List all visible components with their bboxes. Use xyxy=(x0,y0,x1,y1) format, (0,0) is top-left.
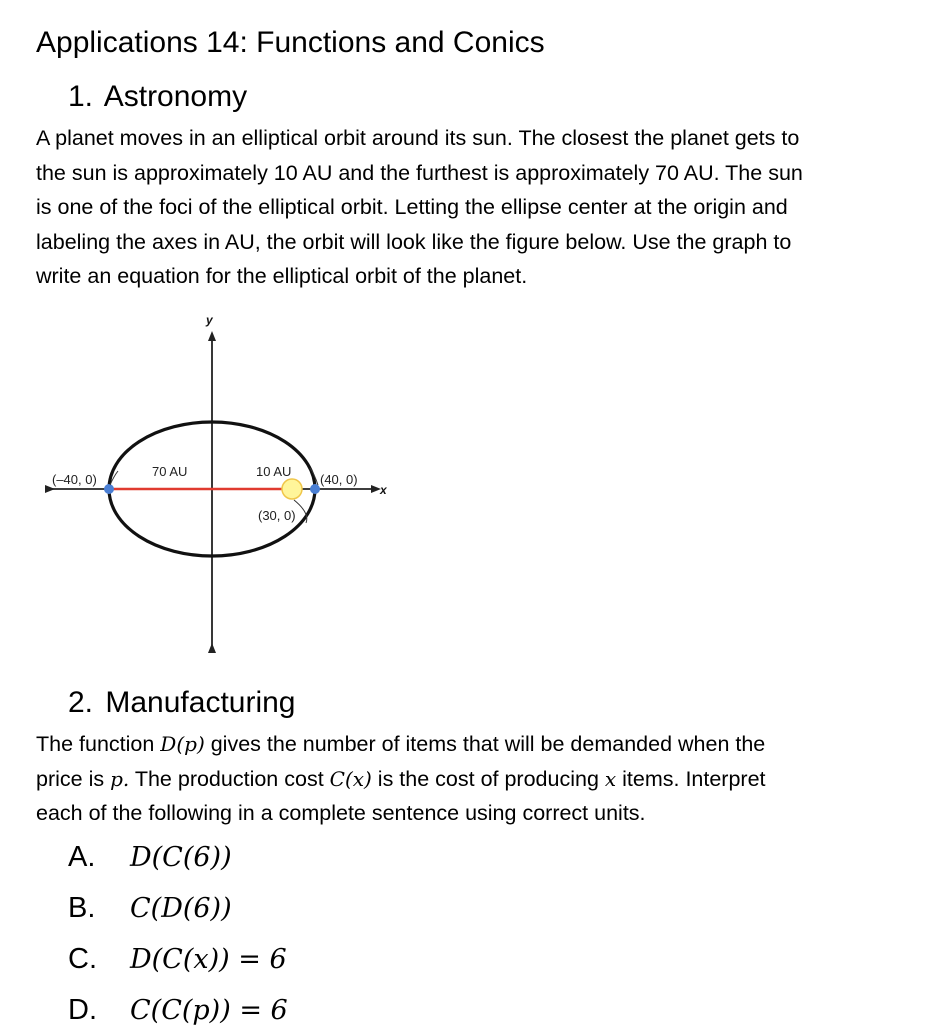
math-expression: D(p) xyxy=(160,732,205,756)
text-line xyxy=(36,727,922,762)
left-vertex-label: (–40, 0) xyxy=(52,472,97,487)
focus-label: (30, 0) xyxy=(258,508,296,523)
far-distance-label: 70 AU xyxy=(152,464,188,479)
manufacturing-problem-text xyxy=(36,727,922,831)
option-expression: D(C(6)) xyxy=(130,842,232,873)
y-axis-label: y xyxy=(206,313,213,327)
section-number: 1. xyxy=(68,80,94,113)
text-line: each of the following in a complete sentence using correct units. xyxy=(36,801,646,825)
text-run: price is xyxy=(36,766,111,791)
orbit-diagram xyxy=(40,308,420,658)
option-expression: D(C(x)) = 6 xyxy=(130,944,287,975)
text-line: labeling the axes in AU, the orbit will look like the figure below. Use the graph to xyxy=(36,229,792,254)
text-run: The function xyxy=(36,732,161,756)
text-run: is the cost of producing xyxy=(371,766,605,791)
left-vertex-point xyxy=(104,484,114,494)
text-line: A planet moves in an elliptical orbit around its sun. The closest the planet gets to xyxy=(36,126,800,150)
section-number: 2. xyxy=(68,686,94,719)
page-title: Applications 14: Functions and Conics xyxy=(36,26,545,59)
text-line: the sun is approximately 10 AU and the furthest is approximately 70 AU. The sun xyxy=(36,160,803,185)
math-expression: x xyxy=(604,766,617,791)
math-expression: p. xyxy=(110,766,130,791)
option-letter: C. xyxy=(68,943,97,975)
option-a xyxy=(68,832,288,883)
option-c xyxy=(68,934,288,985)
option-letter: D. xyxy=(68,994,97,1026)
option-d xyxy=(68,985,288,1036)
right-vertex-point xyxy=(310,484,320,494)
text-line: write an equation for the elliptical orbit of the planet. xyxy=(36,264,528,288)
x-axis-label: x xyxy=(380,483,387,497)
option-expression: C(D(6)) xyxy=(130,893,232,924)
section-heading-manufacturing xyxy=(68,686,295,720)
section-heading-astronomy xyxy=(68,80,247,114)
text-run: The production cost xyxy=(129,766,330,791)
orbit-figure xyxy=(40,308,420,658)
text-line: is one of the foci of the elliptical orbit. Letting the ellipse center at the origin and xyxy=(36,195,788,219)
text-run: items. Interpret xyxy=(616,766,766,791)
option-letter: B. xyxy=(68,892,96,924)
text-line xyxy=(36,762,922,797)
option-letter: A. xyxy=(68,841,96,873)
option-expression: C(C(p)) = 6 xyxy=(130,995,288,1026)
near-distance-label: 10 AU xyxy=(256,464,292,479)
option-b xyxy=(68,883,288,934)
option-list xyxy=(68,832,288,1036)
text-run: gives the number of items that will be demanded when the xyxy=(204,732,766,756)
astronomy-problem-text xyxy=(36,121,922,294)
section-title: Astronomy xyxy=(103,80,248,113)
math-expression: C(x) xyxy=(329,766,372,791)
section-title: Manufacturing xyxy=(105,686,296,719)
sun-icon xyxy=(282,479,302,499)
right-vertex-label: (40, 0) xyxy=(320,472,358,487)
